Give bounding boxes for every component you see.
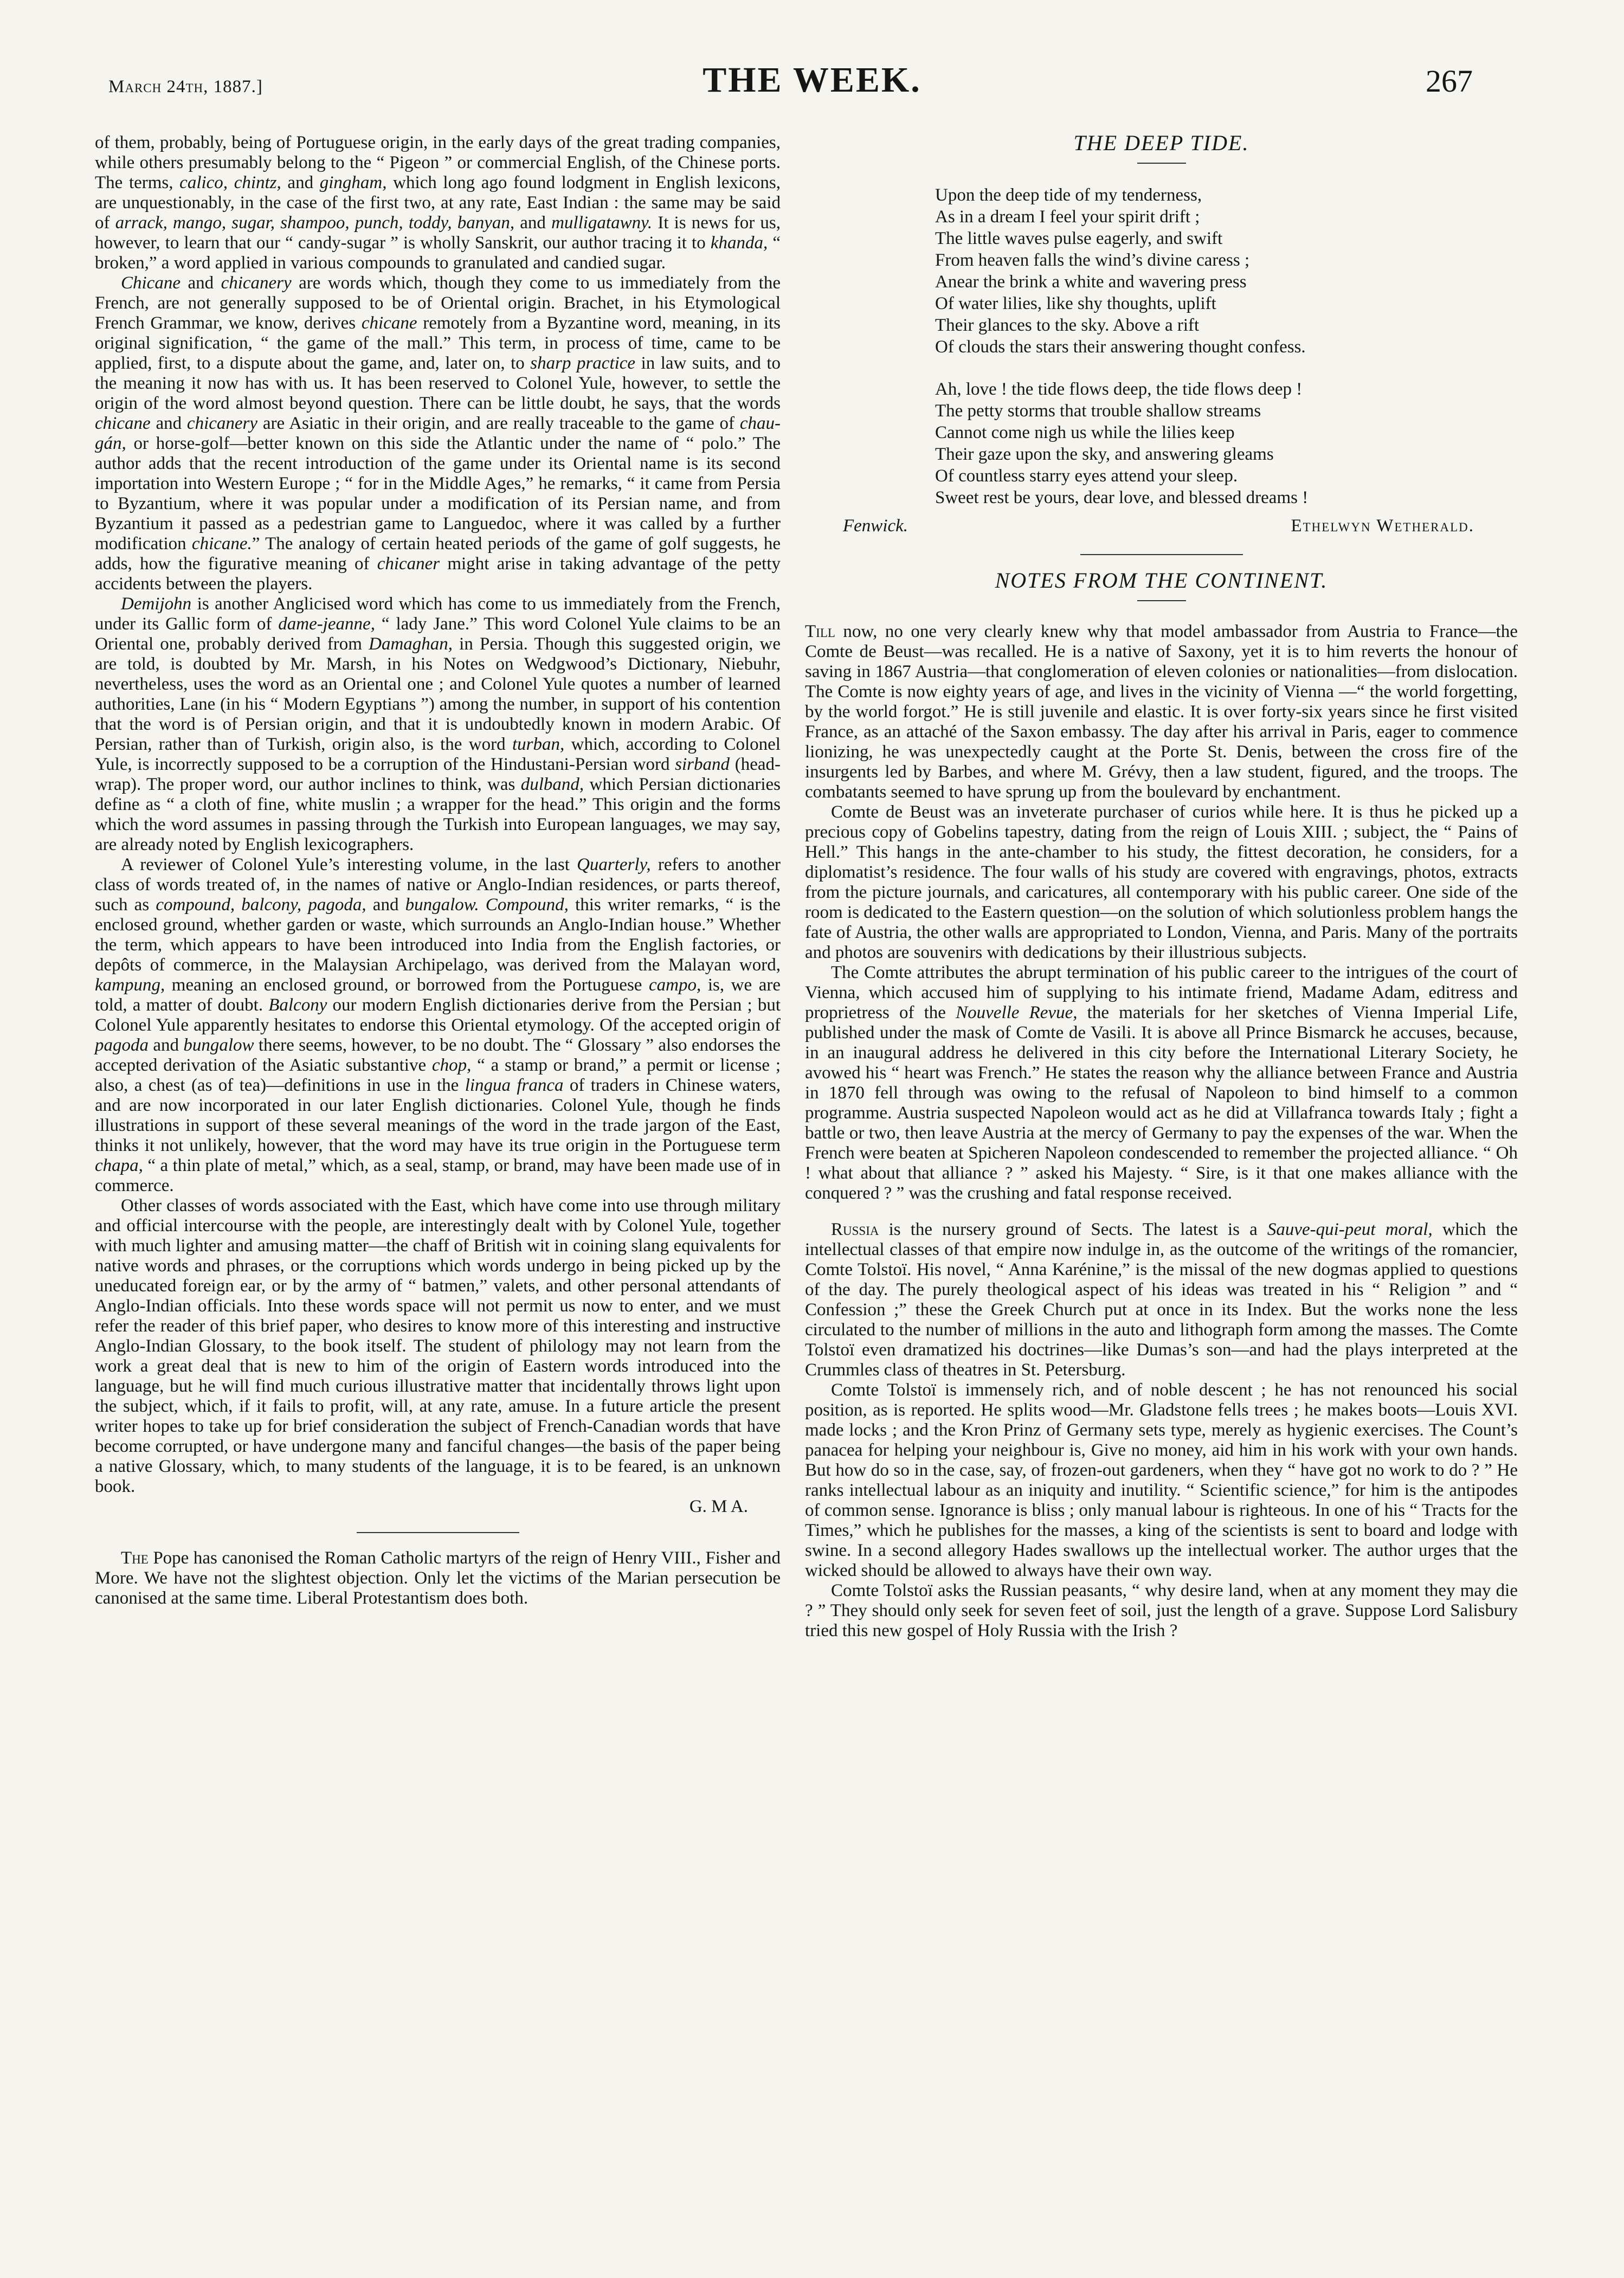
- poem-line: Their gaze upon the sky, and answering gleams: [935, 445, 1274, 464]
- right-column: [805, 133, 1518, 1641]
- paragraph-chicane: Chicane and chicanery are words which, though they come to us immediately from the French, are not generally supposed to be of Oriental origin. Brachet, in his Etymological French Grammar, we know, derives chicane remotely from a Byzantine word, meaning, in its original signification, “ the game of the mall.” This term, in process of time, came to be applied, first, to a dispute about the game, and, later on, to sharp practice in law suits, and to the meaning it now has with us. It has been reserved to Colonel Yule, however, to settle the origin of the word almost beyond question. There can be little doubt, he says, that the words chicane and chicanery are Asiatic in their origin, and are really traceable to the game of chau-gán, or horse-golf—better known on this side the Atlantic under the name of “ polo.” The author adds that the recent introduction of the game under its Oriental name is its second importation into Western Europe ; “ for in the Middle Ages,” he remarks, “ it came from Persia to Byzantium, where it was popular under a modification of its Persian name, and from Byzantium it passed as a pedestrian game to Languedoc, where it was called by a further modification chicane.” The analogy of certain heated periods of the game of golf suggests, he adds, how the figurative meaning of chicaner might arise in taking advantage of the petty accidents between the players.: [95, 273, 781, 594]
- poem-line: Of countless starry eyes attend your sleep.: [935, 466, 1238, 486]
- paragraph-other-classes: Other classes of words associated with the East, which have come into use through military and official intercourse with the people, are interestingly dealt with by Colonel Yule, together with much lighter and amusing matter—the chaff of British wit in coining slang equivalents for native words and phrases, or the corruptions which words undergo in being picked up by the uneducated foreign ear, or by the army of “ batmen,” valets, and other personal attendants of Anglo-Indian officials. Into these words space will not permit us now to enter, and we must refer the reader of this brief paper, who desires to know more of this interesting and instructive Anglo-Indian Glossary, to the book itself. The student of philology may not learn from the work a great deal that is new to him of the origin of Eastern words introduced into the language, but he will find much curious illustrative matter that incidentally throws light upon the subject, which, if it fails to profit, will, at any rate, amuse. In a future article the present writer hopes to take up for brief consideration the subject of French-Canadian words that have become corrupted, or have undergone many and fanciful changes—the basis of the paper being a native Glossary, which, to many students of the language, it is to be feared, is an unknown book.: [95, 1196, 781, 1496]
- issue-date: March 24th, 1887.]: [108, 77, 263, 96]
- poem-line: Of water lilies, like shy thoughts, uplift: [935, 294, 1216, 313]
- poem-line: Sweet rest be yours, dear love, and blessed dreams !: [935, 488, 1309, 507]
- section-divider: [1080, 554, 1243, 555]
- article-signature: G. M A.: [689, 1497, 748, 1516]
- notes-title: NOTES FROM THE CONTINENT.: [995, 568, 1328, 593]
- poem-line: The petty storms that trouble shallow streams: [935, 401, 1261, 421]
- stanza: [935, 378, 1518, 509]
- section-divider: [357, 1532, 519, 1533]
- poem-place: Fenwick.: [843, 516, 908, 536]
- paragraph-beust-curios: Comte de Beust was an inveterate purchaser of curios while here. It is thus he picked up a precious copy of Gobelins tapestry, dating from the reign of Louis XIII. ; subject, the “ Pains of Hell.” This hangs in the ante-chamber to his study, the fittest decoration, he considers, for a diplomatist’s residence. The four walls of his study are covered with engravings, photos, extracts from the picture journals, and caricatures, all contemporary with his public career. One side of the room is dedicated to the Eastern question—on the solution of which solutionless problem hangs the fate of Austria, the other walls are appropriated to London, Vienna, and Paris. Many of the portraits and photos are souvenirs with dedications by their illustrious subjects.: [805, 802, 1518, 962]
- poem-line: Of clouds the stars their answering thought confess.: [935, 337, 1306, 357]
- poem-line: Anear the brink a white and wavering press: [935, 272, 1247, 292]
- poem-author: Ethelwyn Wetherald.: [1291, 516, 1474, 536]
- paragraph-tolstoi-rich: Comte Tolstoï is immensely rich, and of noble descent ; he has not renounced his social position, as is reported. He splits wood—Mr. Gladstone fells trees ; he makes boots—Louis XVI. made locks ; and the Kron Prinz of Germany sets type, merely as hygienic exercises. The Count’s panacea for helping your neighbour is, Give no money, aid him in his work with your own hands. But how do so in the case, say, of frozen-out gardeners, when they “ have got no work to do ? ” He ranks intellectual labour as an iniquity and inutility. “ Scientific science,” for him is the antipodes of common sense. Ignorance is bliss ; only manual labour is righteous. In one of his “ Tracts for the Times,” which he publishes for the masses, a king of the scientists is sent to board and lodge with swine. In a second allegory Hades swallows up the intellectual worker. The author urges that the wicked should be allowed to always have their own way.: [805, 1380, 1518, 1580]
- poem-title: THE DEEP TIDE.: [1073, 131, 1249, 155]
- poem-line: From heaven falls the wind’s divine caress ;: [935, 250, 1250, 270]
- paragraph-beust-career: The Comte attributes the abrupt termination of his public career to the intrigues of the court of Vienna, which accused him of supplying to his intimate friend, Madame Adam, editress and proprietress of the Nouvelle Revue, the materials for her sketches of Vienna Imperial Life, published under the mask of Comte de Vasili. It is above all Prince Bismarck he accuses, because, in an inaugural address he delivered in this city before the International Literary Society, he avowed his “ heart was French.” He states the reason why the alliance between France and Austria in 1870 fell through was owing to the refusal of Napoleon to bind himself to a common programme. Austria suspected Napoleon would act as he did at Villafranca towards Italy ; fight a battle or two, then leave Austria at the mercy of Germany to pay the expenses of the war. When the French were beaten at Spicheren Napoleon condescended to remember the projected alliance. “ Oh ! what about that alliance ? ” asked his Majesty. “ Sire, is it that one makes alliance with the conquered ? ” was the crushing and fatal response received.: [805, 963, 1518, 1203]
- stanza: [935, 184, 1518, 358]
- poem-line: Their glances to the sky. Above a rift: [935, 316, 1200, 335]
- paragraph-pope: The Pope has canonised the Roman Catholic martyrs of the reign of Henry VIII., Fisher and More. We have not the slightest objection. Only let the victims of the Marian persecution be canonised at the same time. Liberal Protestantism does both.: [95, 1548, 781, 1608]
- poem-line: Ah, love ! the tide flows deep, the tide flows deep !: [935, 379, 1303, 399]
- paragraph-oriental-terms: of them, probably, being of Portuguese origin, in the early days of the great trading companies, while others presumably belong to the “ Pigeon ” or commercial English, of the Chinese ports. The terms, calico, chintz, and gingham, which long ago found lodgment in English lexicons, are unquestionably, in the case of the first two, at any rate, East Indian : the same may be said of arrack, mango, sugar, shampoo, punch, toddy, banyan, and mulligatawny. It is news for us, however, to learn that our “ candy-sugar ” is wholly Sanskrit, our author tracing it to khanda, “ broken,” a word applied in various compounds to granulated and candied sugar.: [95, 133, 781, 273]
- page-number: 267: [1426, 63, 1473, 99]
- publication-title: THE WEEK.: [703, 60, 921, 100]
- paragraph-tolstoi-land: Comte Tolstoï asks the Russian peasants, “ why desire land, when at any moment they may die ? ” They should only seek for seven feet of soil, just the length of a grave. Suppose Lord Salisbury tried this new gospel of Holy Russia with the Irish ?: [805, 1581, 1518, 1640]
- title-rule: [1137, 600, 1186, 601]
- paragraph-residences: A reviewer of Colonel Yule’s interesting volume, in the last Quarterly, refers to another class of words treated of, in the names of native or Anglo-Indian residences, or parts thereof, such as compound, balcony, pagoda, and bungalow. Compound, this writer remarks, “ is the enclosed ground, whether garden or waste, which surrounds an Anglo-Indian house.” Whether the term, which appears to have been introduced into India from the English factories, or depôts of commerce, in the Malaysian Archipelago, was derived from the Malayan word, kampung, meaning an enclosed ground, or borrowed from the Portuguese campo, is, we are told, a matter of doubt. Balcony our modern English dictionaries derive from the Persian ; but Colonel Yule apparently hesitates to endorse this Oriental etymology. Of the accepted origin of pagoda and bungalow there seems, however, to be no doubt. The “ Glossary ” also endorses the accepted derivation of the Asiatic substantive chop, “ a stamp or brand,” a permit or license ; also, a chest (as of tea)—definitions in use in the lingua franca of traders in Chinese waters, and are now incorporated in our later English dictionaries. Colonel Yule, though he finds illustrations in support of these several meanings of the word in the trade jargon of the East, thinks it not unlikely, however, that the word may have its true origin in the Portuguese term chapa, “ a thin plate of metal,” which, as a seal, stamp, or brand, may have been made use of in commerce.: [95, 855, 781, 1195]
- poem-byline: [805, 516, 1518, 539]
- poem-line: The little waves pulse eagerly, and swift: [935, 229, 1223, 248]
- poem: [935, 184, 1518, 509]
- left-column: [95, 133, 781, 1608]
- poem-line: As in a dream I feel your spirit drift ;: [935, 207, 1200, 227]
- paragraph-beust-recall: Till now, no one very clearly knew why that model ambassador from Austria to France—the Comte de Beust—was recalled. He is a native of Saxony, yet it is to him reverts the honour of saving in 1867 Austria—that conglomeration of eleven colonies or nationalities—from dislocation. The Comte is now eighty years of age, and lives in the vicinity of Vienna —“ the world forgetting, by the world forgot.” He is still juvenile and elastic. It is over forty-six years since he first visited France, as an attaché of the Saxon embassy. The day after his arrival in Paris, eager to commence lionizing, he was unexpectedly caught at the Porte St. Denis, between the cross fire of the insurgents led by Barbes, and where M. Grévy, then a law student, figured, and the troops. The combatants seemed to have sprung up from the boulevard by enchantment.: [805, 622, 1518, 802]
- paragraph-demijohn: Demijohn is another Anglicised word which has come to us immediately from the French, under its Gallic form of dame-jeanne, “ lady Jane.” This word Colonel Yule claims to be an Oriental one, probably derived from Damaghan, in Persia. Though this suggested origin, we are told, is doubted by Mr. Marsh, in his Notes on Wedgwood’s Dictionary, Niebuhr, nevertheless, uses the word as an Oriental one ; and Colonel Yule quotes a number of learned authorities, Lane (in his “ Modern Egyptians ”) among the number, in support of his contention that the word is of Persian origin, and that it is undoubtedly known in modern Arabic. Of Persian, rather than of Turkish, origin also, is the word turban, which, according to Colonel Yule, is incorrectly supposed to be a corruption of the Hindustani-Persian word sirband (head-wrap). The proper word, our author inclines to think, was dulband, which Persian dictionaries define as “ a cloth of fine, white muslin ; a wrapper for the head.” This origin and the forms which the word assumes in passing through the Turkish into European languages, we may say, are already noted by English lexicographers.: [95, 594, 781, 854]
- page-header: [0, 0, 1624, 136]
- paragraph-russia-sects: Russia is the nursery ground of Sects. The latest is a Sauve-qui-peut moral, which the intellectual classes of that empire now indulge in, as the outcome of the writings of the romancier, Comte Tolstoï. His novel, “ Anna Karénine,” is the missal of the new dogmas applied to questions of the day. The purely theological aspect of his ideas was treated in his “ Religion ” and “ Confession ;” these the Greek Church put at once in its Index. But the works none the less circulated to the number of millions in the auto and lithograph form among the masses. The Comte Tolstoï even dramatized his doctrines—like Dumas’s son—and had the plays interpreted at the Crummles class of theatres in St. Petersburg.: [805, 1220, 1518, 1380]
- poem-line: Upon the deep tide of my tenderness,: [935, 185, 1202, 205]
- poem-line: Cannot come nigh us while the lilies keep: [935, 423, 1235, 442]
- title-rule: [1137, 163, 1186, 164]
